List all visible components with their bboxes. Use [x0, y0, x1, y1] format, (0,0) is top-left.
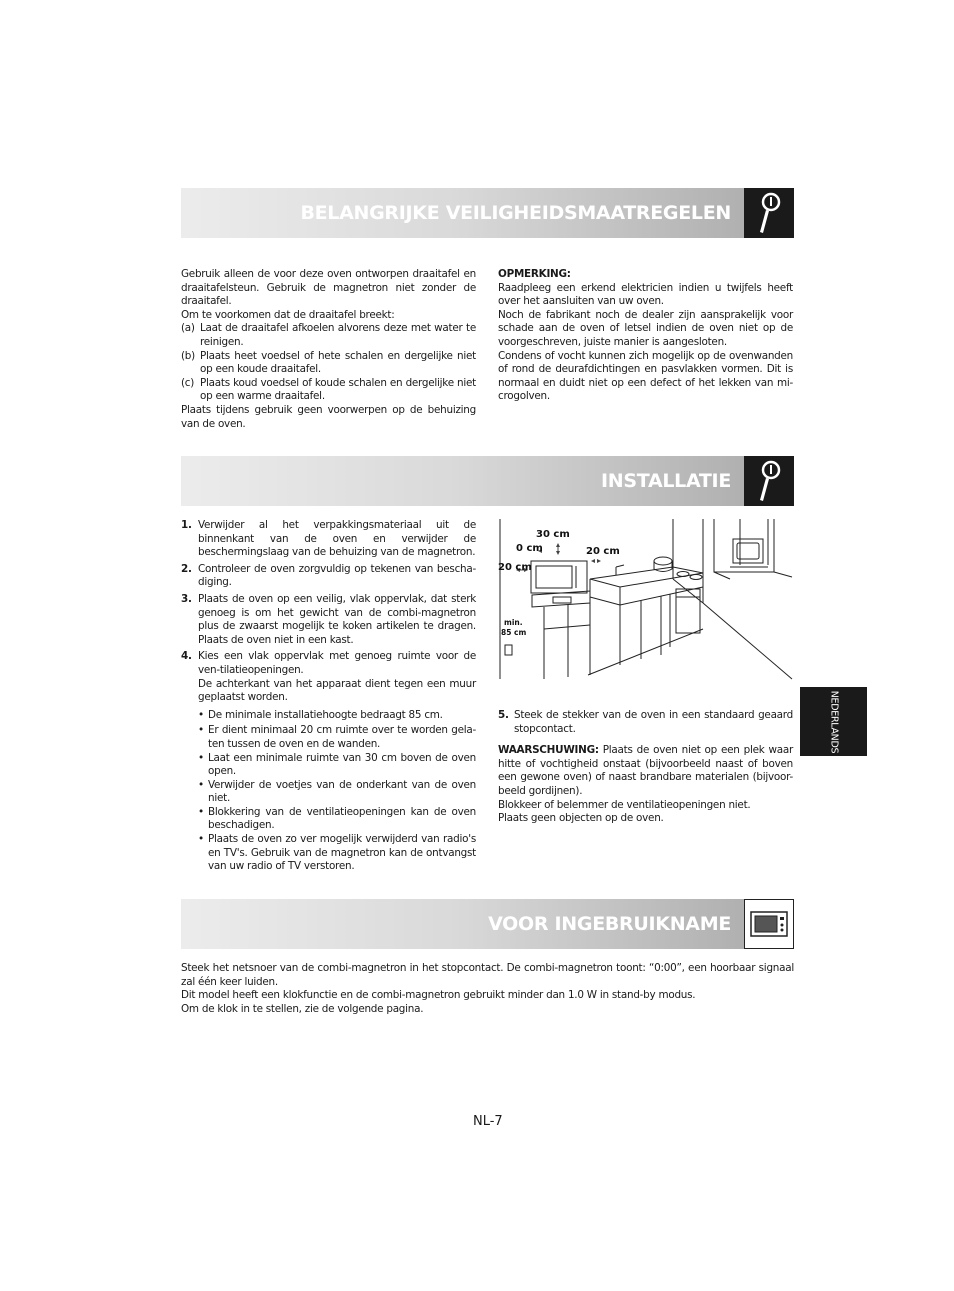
first-use-p1: Steek het netsnoer van de combi-magnetron in het stopcontact. De combi-magnetron toont: “0:00”, een hoorbaar signaal zal één keer luiden.	[181, 962, 794, 988]
first-use-text	[181, 962, 794, 1016]
first-use-p3: Om de klok in te stellen, zie de volgende pagina.	[181, 1002, 424, 1015]
warning-p2: Blokkeer of belemmer de ventilatieopeningen niet.	[498, 798, 751, 811]
microwave-oven-icon	[744, 899, 794, 949]
section-header-first-use	[181, 899, 794, 949]
language-tab-label: NEDERLANDS	[828, 690, 839, 753]
label-min: min.	[504, 618, 523, 627]
info-lens-icon	[744, 456, 794, 506]
label-back-clearance: 0 cm	[516, 543, 543, 554]
bullet-item: • Plaats de oven zo ver mogelijk verwijderd van radio's en TV's. Gebruik van de magnetron kan de ontvangst van uw radio of TV verstoren.	[198, 833, 476, 873]
safety-item-b: (b) Plaats heet voedsel of hete schalen en dergelijke niet op een koude draaitafel.	[181, 349, 476, 376]
label-right-clearance: 20 cm	[586, 546, 620, 557]
section-header-install	[181, 456, 794, 506]
install-step-4: 4. Kies een vlak oppervlak met genoeg ruimte voor de ven-tilatieopeningen. De achterkant van het apparaat dient tegen een muur geplaatst worden.	[181, 650, 476, 704]
install-steps	[181, 519, 476, 874]
first-use-p2: Dit model heeft een klokfunctie en de combi-magnetron gebruikt minder dan 1.0 W in stand-by modus.	[181, 989, 696, 1002]
install-step-1: 1. Verwijder al het verpakkingsmateriaal uit de binnenkant van de oven en verwijder de beschermingslaag van de behuizing van de magnetron.	[181, 519, 476, 559]
install-bullets	[181, 709, 476, 874]
safety-outro: Plaats tijdens gebruik geen voorwerpen op de behuizing van de oven.	[181, 403, 476, 430]
note-p3: Condens of vocht kunnen zich mogelijk op de ovenwanden of rond de deurafdichtingen en pasvlakken vormen. Dit is normaal en duidt niet op een defect of het lekken van mi-crogolven.	[498, 349, 793, 403]
safety-item-c: (c) Plaats koud voedsel of koude schalen en dergelijke niet op een warme draaitafel.	[181, 376, 476, 403]
safety-right-text	[498, 268, 793, 404]
install-step-3: 3. Plaats de oven op een veilig, vlak oppervlak, dat sterk genoeg is om het gewicht van de combi-magnetron plus de zwaarst mogelijk te koken artikelen te dragen. Plaats de oven niet in een kast.	[181, 592, 476, 646]
section-title-install: INSTALLATIE	[601, 470, 731, 492]
bullet-item: • De minimale installatiehoogte bedraagt 85 cm.	[198, 708, 443, 721]
install-step-5: 5. Steek de stekker van de oven in een standaard geaard stopcontact.	[498, 709, 793, 735]
section-title-first-use: VOOR INGEBRUIKNAME	[488, 913, 731, 935]
note-heading: OPMERKING:	[498, 268, 571, 280]
safety-item-a: (a) Laat de draaitafel afkoelen alvorens deze met water te reinigen.	[181, 322, 476, 348]
warning-paragraph: WAARSCHUWING: Plaats de oven niet op een plek waar hitte of vochtigheid onstaat (bijvoorbeeld naast of boven een gewone oven) of naast brandbare materialen (bijvoor-beeld gordijnen).	[498, 744, 793, 797]
info-lens-icon	[744, 188, 794, 238]
safety-lead: Om te voorkomen dat de draaitafel breekt:	[181, 308, 395, 321]
section-title-safety: BELANGRIJKE VEILIGHEIDSMAATREGELEN	[300, 202, 731, 224]
install-right-text	[498, 709, 793, 826]
note-p1: Raadpleeg een erkend elektricien indien u twijfels heeft over het aansluiten van uw oven.	[498, 281, 793, 308]
install-step-2: 2. Controleer de oven zorgvuldig op tekenen van bescha-diging.	[181, 562, 476, 589]
label-left-clearance: 20 cm	[498, 562, 532, 573]
note-p2: Noch de fabrikant noch de dealer zijn aansprakelijk voor schade aan de oven of letsel indien de oven niet op de voorgeschreven, juiste manier is aangesloten.	[498, 308, 793, 348]
safety-left-text	[181, 268, 476, 431]
language-tab	[800, 687, 867, 756]
section-header-safety	[181, 188, 794, 238]
bullet-item: • Verwijder de voetjes van de onderkant van de oven niet.	[198, 778, 476, 805]
warning-label: WAARSCHUWING:	[498, 744, 599, 757]
page-number: NL-7	[473, 1114, 503, 1129]
bullet-item: • Er dient minimaal 20 cm ruimte over te worden gela-ten tussen de oven en de wanden.	[198, 724, 476, 750]
label-min-height: 85 cm	[501, 628, 527, 637]
warning-p3: Plaats geen objecten op de oven.	[498, 812, 664, 825]
installation-diagram	[498, 517, 794, 685]
bullet-item: • Laat een minimale ruimte van 30 cm boven de oven open.	[198, 751, 476, 778]
label-top-clearance: 30 cm	[536, 529, 570, 540]
bullet-item: • Blokkering van de ventilatieopeningen kan de oven beschadigen.	[198, 805, 476, 832]
safety-intro: Gebruik alleen de voor deze oven ontworpen draaitafel en draaitafelsteun. Gebruik de magnetron niet zonder de draaitafel.	[181, 268, 476, 308]
